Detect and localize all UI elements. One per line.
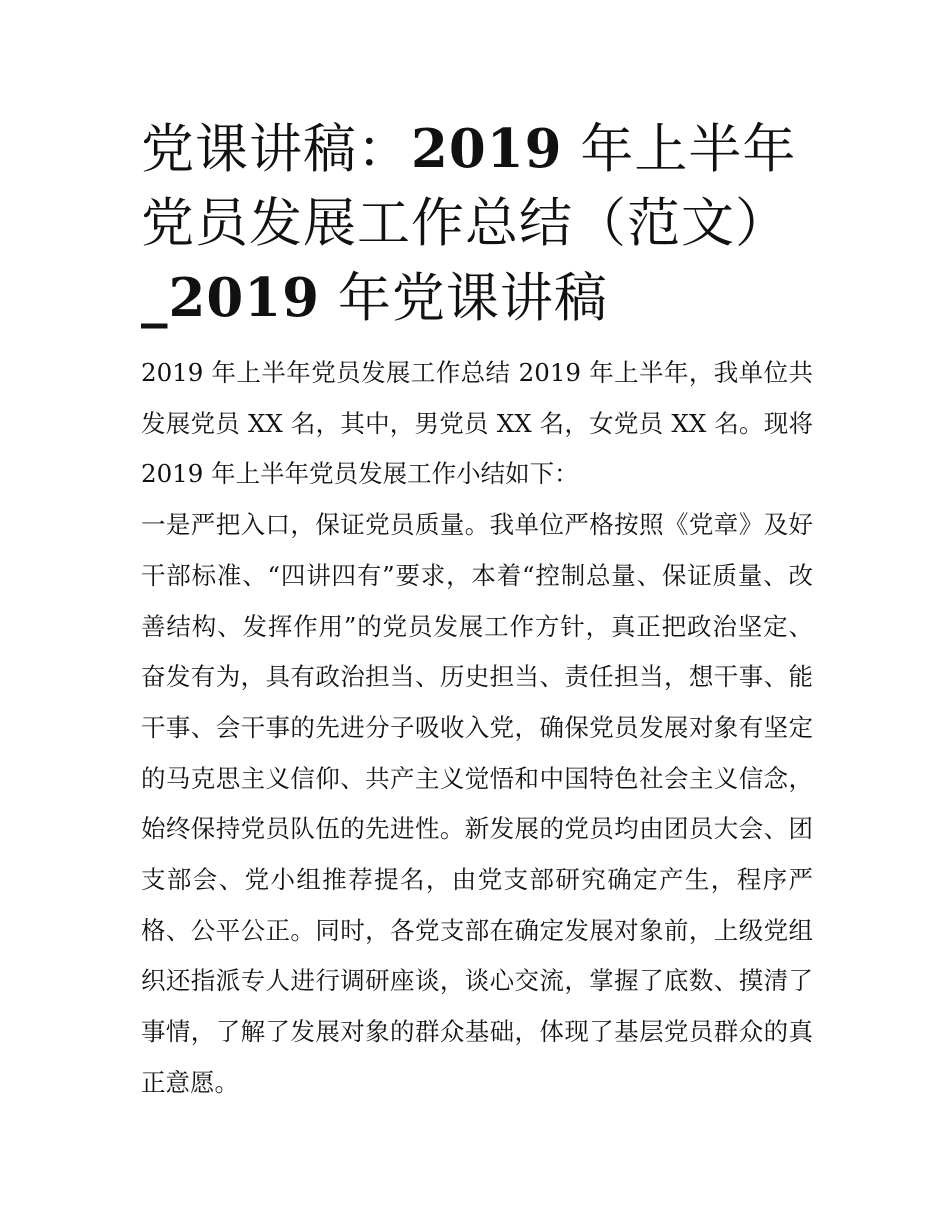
document-body bbox=[141, 112, 813, 1109]
title-part-1: 党课讲稿： bbox=[141, 119, 411, 180]
intro-paragraph: 2019 年上半年党员发展工作总结 2019 年上半年，我单位共发展党员 XX 名，其中，男党员 XX 名，女党员 XX 名。现将 2019 年上半年党员发展工作小结如下： bbox=[141, 358, 813, 489]
body-paragraph: 一是严把入口，保证党员质量。我单位严格按照《党章》及好干部标准、“四讲四有”要求，本着“控制总量、保证质量、改善结构、发挥作用”的党员发展工作方针，真正把政治坚定、奋发有为，具有政治担当、历史担当、责任担当，想干事、能干事、会干事的先进分子吸收入党，确保党员发展对象有坚定的马克思主义信仰、共产主义觉悟和中国特色社会主义信念，始终保持党员队伍的先进性。新发展的党员均由团员大会、团支部会、党小组推荐提名，由党支部研究确定产生，程序严格、公平公正。同时，各党支部在确定发展对象前，上级党组织还指派专人进行调研座谈，谈心交流，掌握了底数、摸清了事情，了解了发展对象的群众基础，体现了基层党员群众的真正意愿。 bbox=[141, 510, 813, 1097]
title-year-2: _2019 bbox=[141, 267, 321, 329]
title-year-1: 2019 bbox=[411, 118, 563, 180]
title-part-2: 年上半年党员发展工作总结（范文） bbox=[141, 119, 797, 254]
document-title bbox=[141, 112, 813, 336]
title-part-3: 年党课讲稿 bbox=[320, 268, 608, 329]
